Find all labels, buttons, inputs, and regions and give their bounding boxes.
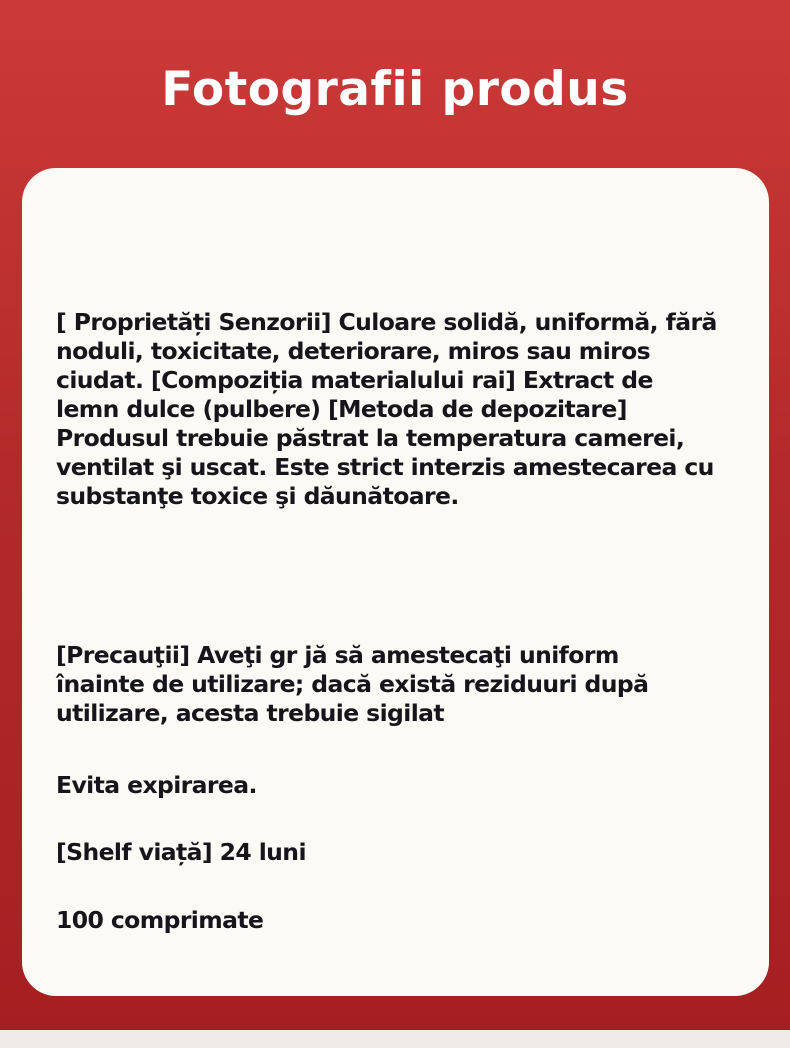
page-title: Fotografii produs: [161, 62, 629, 117]
bottom-strip: [0, 1030, 790, 1048]
content-card: [22, 168, 769, 996]
expiry-note: Evita expirarea.: [56, 771, 257, 799]
precautions-paragraph: [Precauţii] Aveţi gr jă să amestecaţi uniform înainte de utilizare; dacă există reziduuri după utilizare, acesta trebuie sigilat: [56, 641, 649, 727]
shelf-life: [Shelf viață] 24 luni: [56, 838, 306, 866]
properties-paragraph: [ Proprietăți Senzorii] Culoare solidă, uniformă, fără noduli, toxicitate, deteriorare, miros sau miros ciudat. [Compoziția materialului rai] Extract de lemn dulce (pulbere) [Metoda de depozitare] Produsul trebuie păstrat la temperatura camerei, ventilat şi uscat. Este strict interzis amestecarea cu substanţe toxice şi dăunătoare.: [56, 308, 717, 510]
quantity: 100 comprimate: [56, 906, 264, 934]
